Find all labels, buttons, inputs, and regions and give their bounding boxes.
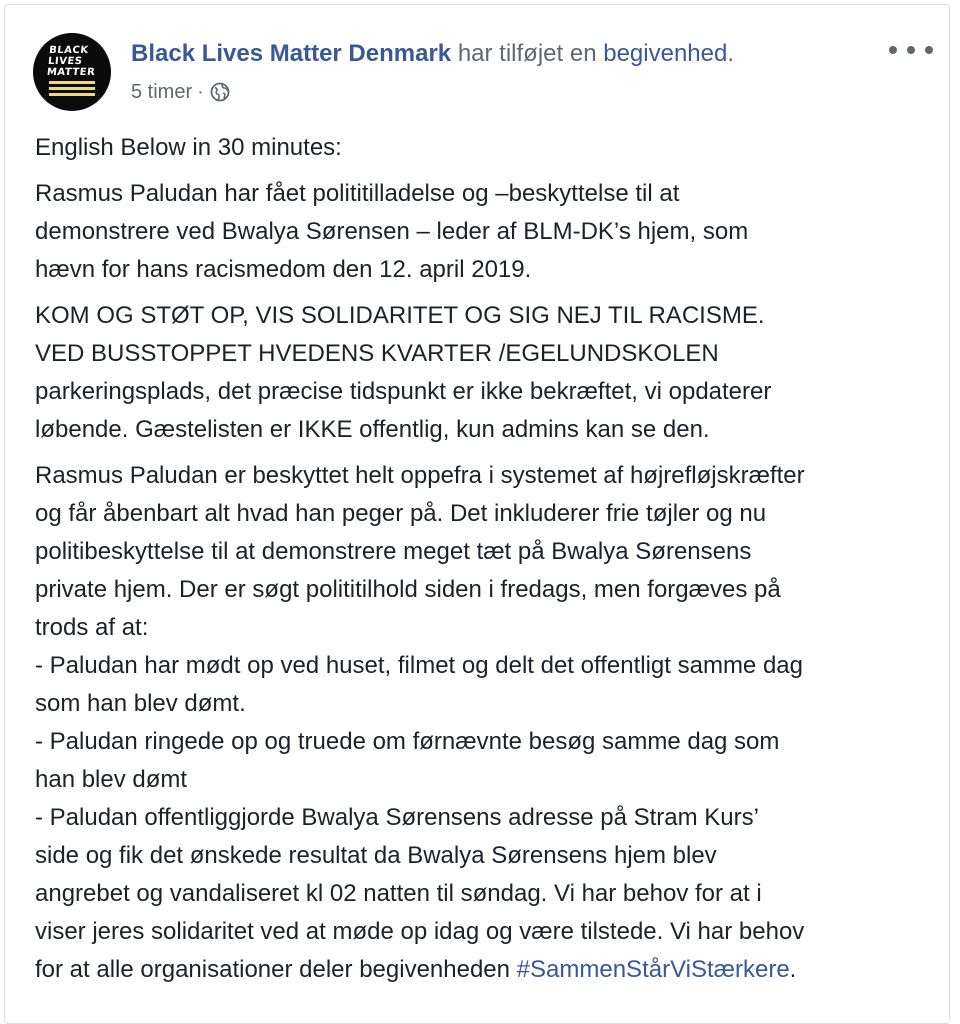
post-paragraph-last	[35, 457, 935, 989]
globe-icon[interactable]	[210, 82, 230, 102]
post-meta	[131, 79, 230, 105]
post-paragraph: Rasmus Paludan har fået polititilladelse og –beskyttelse til at demonstrere ved Bwalya Sørensen – leder af BLM-DK’s hjem, som hævn for hans racismedom den 12. april 2019.	[35, 180, 749, 283]
post-body	[35, 129, 935, 997]
event-link[interactable]: begivenhed	[603, 40, 728, 67]
more-dot	[907, 46, 915, 54]
action-text: har tilføjet en	[451, 40, 604, 67]
page-name-link[interactable]: Black Lives Matter Denmark	[131, 40, 452, 67]
post-paragraph: KOM OG STØT OP, VIS SOLIDARITET OG SIG NEJ TIL RACISME. VED BUSSTOPPET HVEDENS KVARTER /EGELUNDSKOLEN parkeringsplads, det præcise tidspunkt er ikke bekræftet, vi opdaterer løbende. Gæstelisten er IKKE offentlig, kun admins kan se den.	[35, 302, 772, 443]
final-period: .	[789, 956, 797, 983]
hashtag-link[interactable]: #SammenStårViStærkere	[516, 956, 790, 983]
avatar[interactable]	[33, 33, 111, 111]
post-header	[31, 31, 935, 115]
post-paragraph: English Below in 30 minutes:	[35, 134, 342, 161]
more-options-icon[interactable]	[889, 35, 933, 65]
action-suffix: .	[727, 40, 735, 67]
logo-stripe	[49, 93, 95, 96]
more-dot	[925, 46, 933, 54]
separator-dot: ·	[197, 81, 204, 103]
post-card	[4, 4, 950, 1024]
more-dot	[889, 46, 897, 54]
post-title-line	[131, 39, 734, 69]
post-paragraph-text: Rasmus Paludan er beskyttet helt oppefra i systemet af højrefløjskræfter og får åbenbart alt hvad han peger på. Det inkluderer frie tøjler og nu politibeskyttelse til at demonstrere meget tæt på Bwalya Sørensens private hjem. Der er søgt polititilhold siden i fredags, men forgæves på trods af at: - Paludan har mødt op ved huset, filmet og delt det offentligt samme dag som han blev dømt. - Paludan ringede op og truede om førnævnte besøg samme dag som han blev dømt - Paludan offentliggjorde Bwalya Sørensens adresse på Stram Kurs’ side og fik det ønskede resultat da Bwalya Sørensens hjem blev angrebet og vandaliseret kl 02 natten til søndag. Vi har behov for at i viser jeres solidaritet ved at møde op idag og være tilstede. Vi har behov for at alle organisationer deler begivenheden	[35, 462, 805, 983]
avatar-logo-text: BLACK LIVES MATTER	[46, 45, 96, 78]
post-timestamp[interactable]: 5 timer	[131, 81, 193, 103]
logo-stripe	[49, 87, 95, 90]
logo-stripe	[49, 81, 95, 84]
